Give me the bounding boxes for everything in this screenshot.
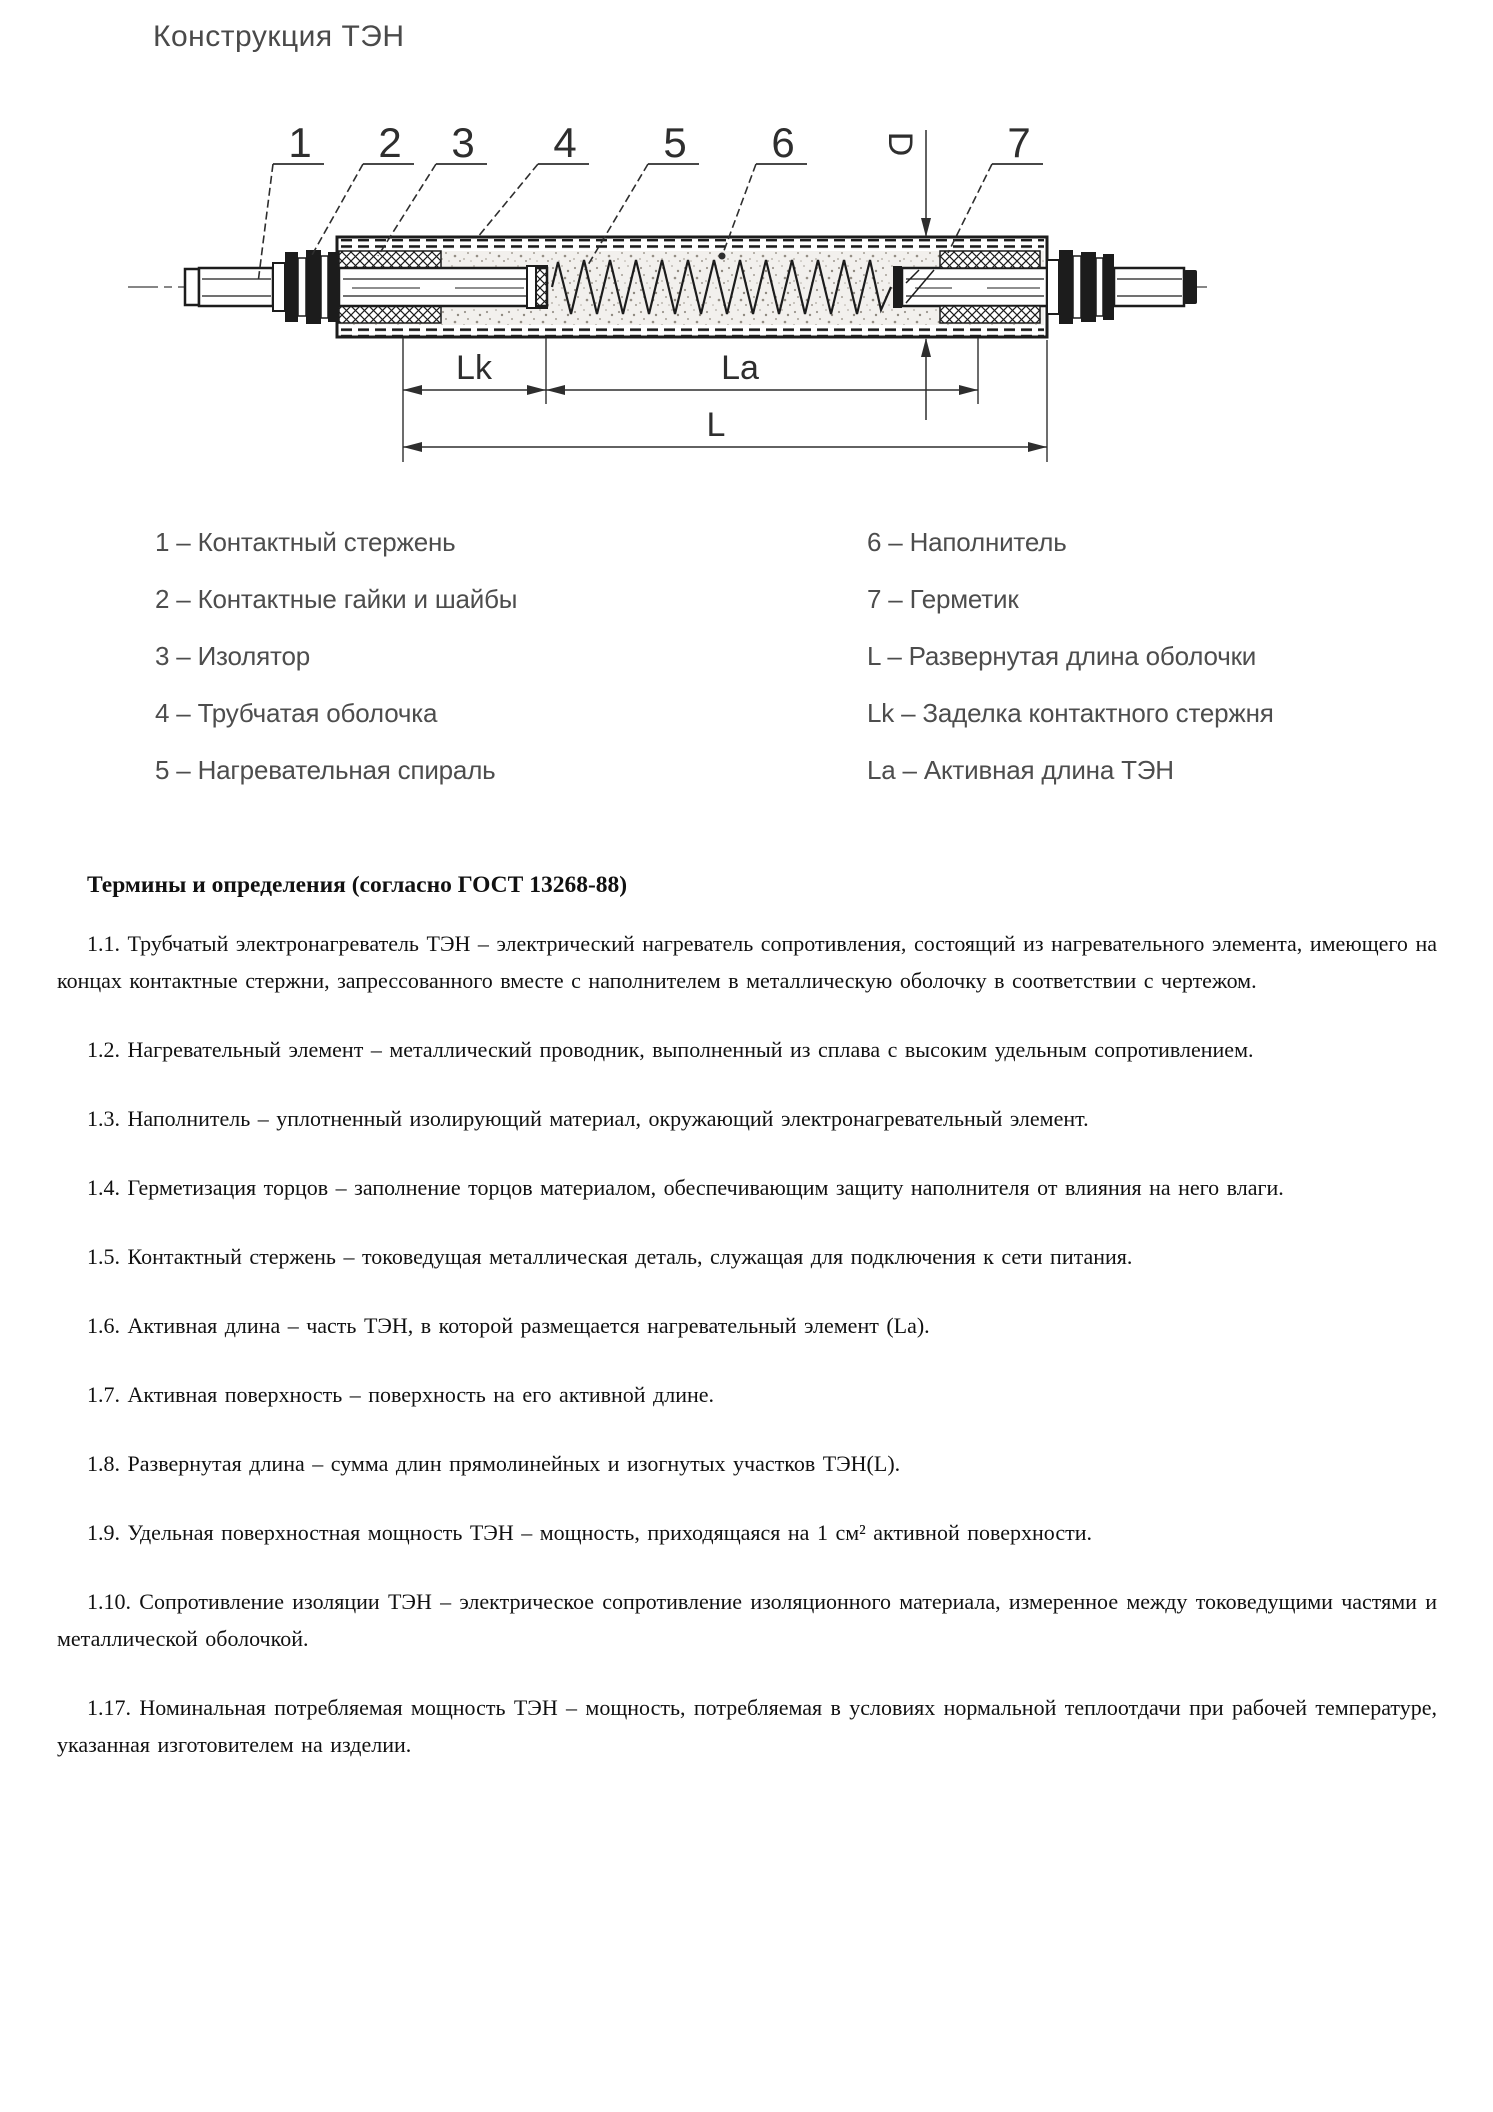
- callout-3: 3: [451, 119, 475, 166]
- term-paragraph-1-9: 1.9. Удельная поверхностная мощность ТЭН – мощность, приходящаяся на 1 см² активной поверхности.: [87, 1520, 1092, 1545]
- term-paragraph-1-4: 1.4. Герметизация торцов – заполнение торцов материалом, обеспечивающим защиту наполнителя от влияния на него влаги.: [87, 1175, 1284, 1200]
- term-paragraph-1-2: 1.2. Нагревательный элемент – металлический проводник, выполненный из сплава с высоким удельным сопротивлением.: [87, 1037, 1254, 1062]
- term-paragraph-1-8: 1.8. Развернутая длина – сумма длин прямолинейных и изогнутых участков ТЭН(L).: [87, 1451, 901, 1476]
- dim-label-diameter: D: [881, 131, 919, 157]
- term-paragraph-1-5: 1.5. Контактный стержень – токоведущая металлическая деталь, служащая для подключения к сети питания.: [87, 1244, 1133, 1269]
- term-paragraph-1-17: 1.17. Номинальная потребляемая мощность ТЭН – мощность, потребляемая в условиях нормальной теплоотдачи при рабочей температуре, указанная изготовителем на изделии.: [57, 1695, 1437, 1757]
- dim-label-lk: Lk: [456, 349, 492, 387]
- term-paragraph-1-3: 1.3. Наполнитель – уплотненный изолирующий материал, окружающий электронагревательный элемент.: [87, 1106, 1089, 1131]
- legend-item-L: L – Развернутая длина оболочки: [867, 641, 1257, 671]
- callout-6: 6: [771, 119, 795, 166]
- ten-construction-drawing: [0, 0, 1493, 485]
- legend-item-3: 3 – Изолятор: [155, 641, 310, 671]
- dim-label-la: La: [721, 349, 759, 387]
- callout-2: 2: [378, 119, 402, 166]
- legend-item-1: 1 – Контактный стержень: [155, 527, 456, 557]
- callout-7: 7: [1007, 119, 1031, 166]
- legend-item-6: 6 – Наполнитель: [867, 527, 1067, 557]
- term-paragraph-1-6: 1.6. Активная длина – часть ТЭН, в которой размещается нагревательный элемент (La).: [87, 1313, 930, 1338]
- callout-5: 5: [663, 119, 687, 166]
- term-paragraph-1-7: 1.7. Активная поверхность – поверхность на его активной длине.: [87, 1382, 715, 1407]
- legend-item-4: 4 – Трубчатая оболочка: [155, 698, 438, 728]
- legend-item-5: 5 – Нагревательная спираль: [155, 755, 496, 785]
- term-paragraph-1-1: 1.1. Трубчатый электронагреватель ТЭН – электрический нагреватель сопротивления, состоящий из нагревательного элемента, имеющего на концах контактные стержни, запрессованного вместе с наполнителем в металлическую оболочку в соответствии с чертежом.: [57, 931, 1437, 993]
- callout-1: 1: [288, 119, 312, 166]
- legend-item-Lk: Lk – Заделка контактного стержня: [867, 698, 1274, 728]
- legend-item-7: 7 – Герметик: [867, 584, 1019, 614]
- legend-item-La: La – Активная длина ТЭН: [867, 755, 1174, 785]
- term-paragraph-1-10: 1.10. Сопротивление изоляции ТЭН – электрическое сопротивление изоляционного материала, измеренное между токоведущими частями и металлической оболочкой.: [57, 1589, 1437, 1651]
- terms-heading: Термины и определения (согласно ГОСТ 13268-88): [87, 872, 628, 898]
- drawing-title: Конструкция ТЭН: [153, 20, 405, 53]
- dim-label-l: L: [706, 406, 726, 444]
- drawing-legend: [0, 513, 1493, 813]
- legend-item-2: 2 – Контактные гайки и шайбы: [155, 584, 518, 614]
- callout-4: 4: [553, 119, 577, 166]
- drawing-geometry: [128, 130, 1207, 462]
- terms-section: [57, 872, 1437, 1795]
